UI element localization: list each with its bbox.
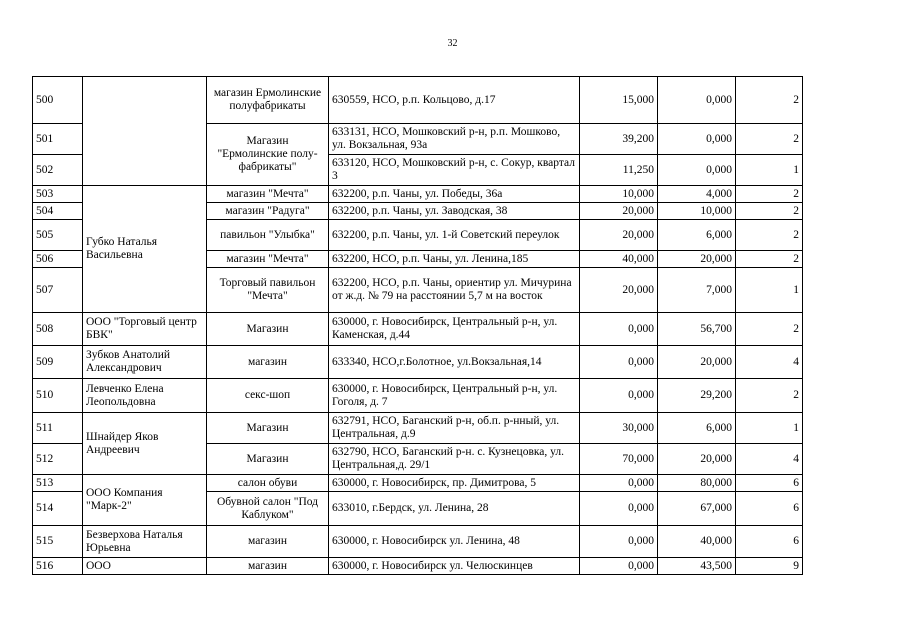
value-3: 2 (736, 77, 803, 124)
address-cell: 632200, р.п. Чаны, ул. Заводская, 38 (329, 203, 580, 220)
value-3: 2 (736, 186, 803, 203)
value-3: 2 (736, 124, 803, 155)
store-type: магазин (207, 526, 329, 558)
row-number: 515 (33, 526, 83, 558)
row-number: 514 (33, 492, 83, 526)
row-number: 516 (33, 558, 83, 575)
row-number: 504 (33, 203, 83, 220)
value-3: 2 (736, 220, 803, 251)
store-type: салон обуви (207, 475, 329, 492)
store-type: магазин "Мечта" (207, 186, 329, 203)
value-1: 20,000 (580, 268, 658, 313)
owner-cell (83, 77, 207, 186)
store-type: секс-шоп (207, 379, 329, 413)
value-1: 20,000 (580, 220, 658, 251)
table-row (33, 77, 803, 124)
value-1: 0,000 (580, 492, 658, 526)
value-1: 39,200 (580, 124, 658, 155)
address-cell: 632200, р.п. Чаны, ул. 1-й Советский переулок (329, 220, 580, 251)
address-cell: 632791, НСО, Баганский р-н, об.п. р-нный, ул. Центральная, д.9 (329, 413, 580, 444)
address-cell: 632200, НСО, р.п. Чаны, ориентир ул. Мичурина от ж.д. № 79 на расстоянии 5,7 м на восток (329, 268, 580, 313)
value-3: 4 (736, 346, 803, 379)
address-cell: 630559, НСО, р.п. Кольцово, д.17 (329, 77, 580, 124)
store-type: Обувной салон "Под Каблуком" (207, 492, 329, 526)
value-3: 2 (736, 251, 803, 268)
value-1: 10,000 (580, 186, 658, 203)
address-cell: 632200, НСО, р.п. Чаны, ул. Ленина,185 (329, 251, 580, 268)
table-row (33, 413, 803, 444)
address-cell: 633010, г.Бердск, ул. Ленина, 28 (329, 492, 580, 526)
row-number: 502 (33, 155, 83, 186)
store-type: магазин Ермолинские полуфабрикаты (207, 77, 329, 124)
address-cell: 630000, г. Новосибирск, Центральный р-н, ул. Каменская, д.44 (329, 313, 580, 346)
store-type: магазин "Мечта" (207, 251, 329, 268)
registry-table (32, 76, 803, 575)
table-row (33, 379, 803, 413)
store-type: Магазин "Ермолинские полу-фабрикаты" (207, 124, 329, 186)
value-2: 80,000 (658, 475, 736, 492)
owner-cell: Шнайдер Яков Андреевич (83, 413, 207, 475)
value-2: 7,000 (658, 268, 736, 313)
table-row (33, 313, 803, 346)
value-1: 30,000 (580, 413, 658, 444)
value-1: 0,000 (580, 313, 658, 346)
address-cell: 633340, НСО,г.Болотное, ул.Вокзальная,14 (329, 346, 580, 379)
address-cell: 632200, р.п. Чаны, ул. Победы, 36а (329, 186, 580, 203)
value-3: 1 (736, 268, 803, 313)
value-2: 6,000 (658, 220, 736, 251)
value-1: 15,000 (580, 77, 658, 124)
value-1: 0,000 (580, 558, 658, 575)
value-1: 0,000 (580, 379, 658, 413)
owner-cell: Зубков Анатолий Александрович (83, 346, 207, 379)
page-number: 32 (447, 38, 458, 49)
address-cell: 630000, г. Новосибирск ул. Ленина, 48 (329, 526, 580, 558)
value-2: 20,000 (658, 444, 736, 475)
value-1: 70,000 (580, 444, 658, 475)
value-3: 6 (736, 526, 803, 558)
row-number: 503 (33, 186, 83, 203)
row-number: 500 (33, 77, 83, 124)
owner-cell: Левченко Елена Леопольдовна (83, 379, 207, 413)
row-number: 511 (33, 413, 83, 444)
value-3: 1 (736, 413, 803, 444)
value-2: 56,700 (658, 313, 736, 346)
store-type: Торговый павильон "Мечта" (207, 268, 329, 313)
value-3: 4 (736, 444, 803, 475)
value-2: 4,000 (658, 186, 736, 203)
table-row (33, 558, 803, 575)
owner-cell: Губко Наталья Васильевна (83, 186, 207, 313)
row-number: 512 (33, 444, 83, 475)
value-1: 0,000 (580, 346, 658, 379)
row-number: 513 (33, 475, 83, 492)
table-row (33, 186, 803, 203)
value-1: 0,000 (580, 526, 658, 558)
value-2: 20,000 (658, 251, 736, 268)
address-cell: 630000, г. Новосибирск, Центральный р-н, ул. Гоголя, д. 7 (329, 379, 580, 413)
owner-cell: Безверхова Наталья Юрьевна (83, 526, 207, 558)
value-2: 0,000 (658, 155, 736, 186)
table-row (33, 346, 803, 379)
address-cell: 632790, НСО, Баганский р-н. с. Кузнецовка, ул. Центральная,д. 29/1 (329, 444, 580, 475)
row-number: 505 (33, 220, 83, 251)
value-1: 40,000 (580, 251, 658, 268)
store-type: Магазин (207, 413, 329, 444)
value-3: 1 (736, 155, 803, 186)
row-number: 508 (33, 313, 83, 346)
row-number: 510 (33, 379, 83, 413)
value-2: 6,000 (658, 413, 736, 444)
value-2: 29,200 (658, 379, 736, 413)
store-type: Магазин (207, 444, 329, 475)
value-2: 0,000 (658, 77, 736, 124)
owner-cell: ООО "Торговый центр БВК" (83, 313, 207, 346)
row-number: 506 (33, 251, 83, 268)
store-type: магазин (207, 558, 329, 575)
value-1: 20,000 (580, 203, 658, 220)
store-type: павильон "Улыбка" (207, 220, 329, 251)
value-2: 10,000 (658, 203, 736, 220)
value-2: 20,000 (658, 346, 736, 379)
table-row (33, 526, 803, 558)
value-2: 40,000 (658, 526, 736, 558)
row-number: 509 (33, 346, 83, 379)
value-3: 2 (736, 203, 803, 220)
address-cell: 630000, г. Новосибирск ул. Челюскинцев (329, 558, 580, 575)
value-1: 11,250 (580, 155, 658, 186)
value-3: 9 (736, 558, 803, 575)
value-2: 67,000 (658, 492, 736, 526)
store-type: магазин "Радуга" (207, 203, 329, 220)
value-3: 2 (736, 313, 803, 346)
owner-cell: ООО Компания "Марк-2" (83, 475, 207, 526)
address-cell: 633131, НСО, Мошковский р-н, р.п. Мошково, ул. Вокзальная, 93а (329, 124, 580, 155)
address-cell: 633120, НСО, Мошковский р-н, с. Сокур, квартал 3 (329, 155, 580, 186)
store-type: Магазин (207, 313, 329, 346)
value-3: 6 (736, 475, 803, 492)
address-cell: 630000, г. Новосибирск, пр. Димитрова, 5 (329, 475, 580, 492)
value-2: 0,000 (658, 124, 736, 155)
value-3: 2 (736, 379, 803, 413)
row-number: 501 (33, 124, 83, 155)
store-type: магазин (207, 346, 329, 379)
row-number: 507 (33, 268, 83, 313)
table-row (33, 475, 803, 492)
value-1: 0,000 (580, 475, 658, 492)
owner-cell: ООО (83, 558, 207, 575)
value-2: 43,500 (658, 558, 736, 575)
value-3: 6 (736, 492, 803, 526)
